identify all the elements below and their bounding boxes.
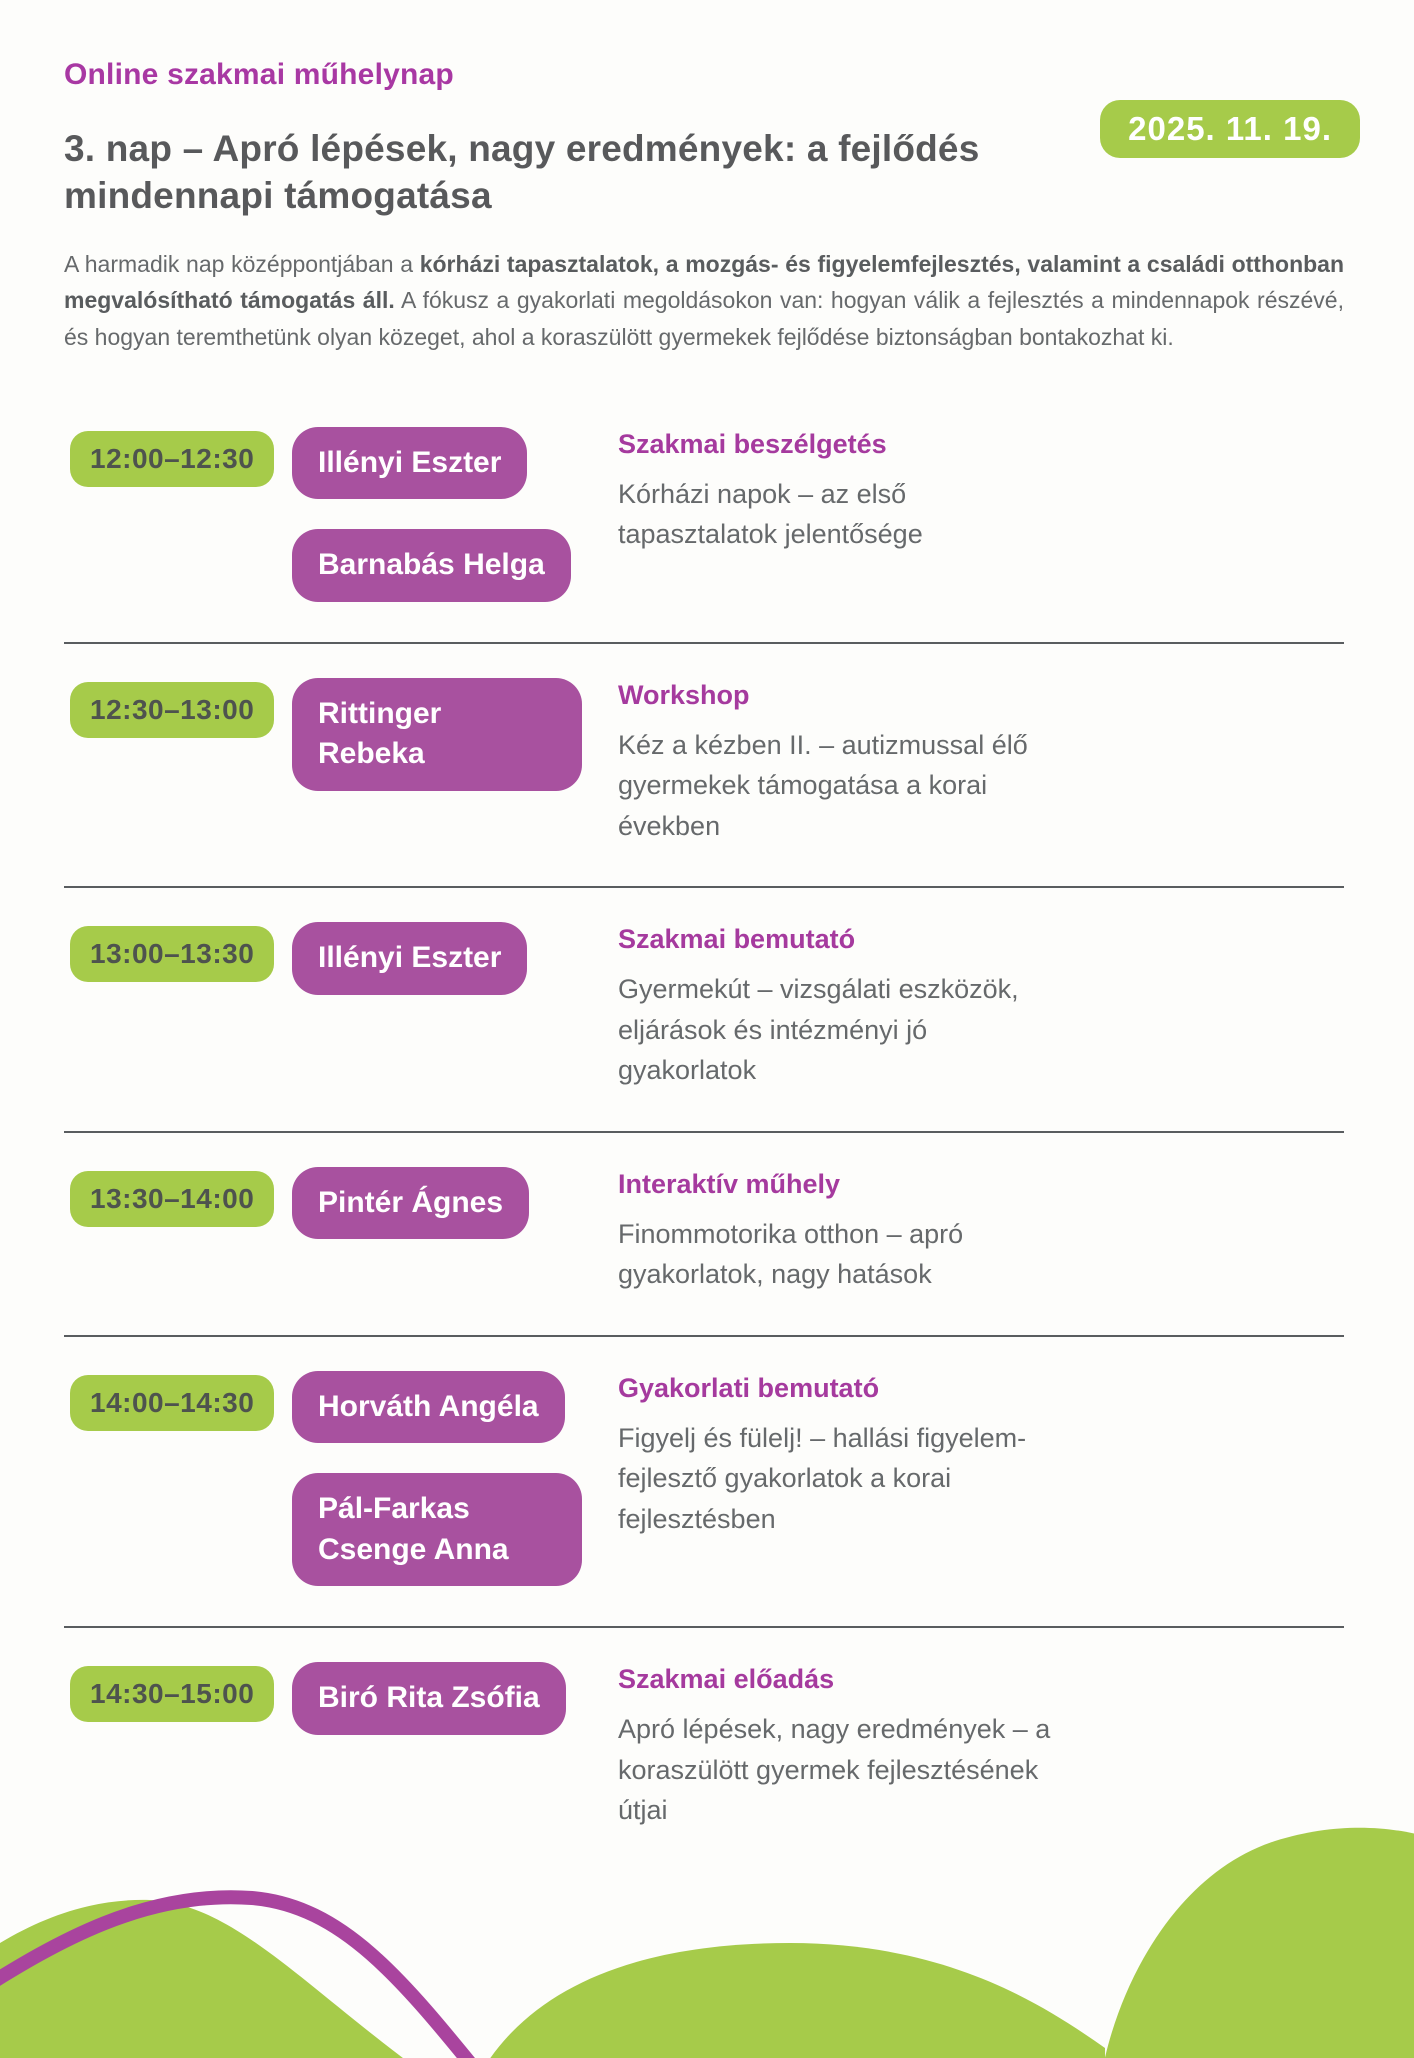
schedule-row — [64, 1335, 1344, 1627]
speakers-column — [292, 1662, 618, 1735]
time-badge: 13:00–13:30 — [70, 926, 274, 982]
time-badge: 14:00–14:30 — [70, 1375, 274, 1431]
speaker-badge: Barnabás Helga — [292, 529, 571, 602]
session-type: Szakmai bemutató — [618, 924, 856, 955]
schedule-row — [64, 886, 1344, 1131]
session-type: Szakmai beszélgetés — [618, 428, 887, 459]
session-type: Interaktív műhely — [618, 1168, 841, 1199]
time-badge: 12:00–12:30 — [70, 431, 274, 487]
session-column — [618, 1662, 1338, 1831]
event-eyebrow: Online szakmai műhelynap — [64, 58, 454, 91]
time-badge: 12:30–13:00 — [70, 682, 274, 738]
page-content — [0, 58, 1414, 1871]
session-title: Apró lépések, nagy eredmények – a koraszülött gyermek fejlesztésének útjai — [618, 1714, 1051, 1826]
time-column — [70, 678, 292, 738]
speakers-column — [292, 427, 618, 602]
speaker-badge: Pintér Ágnes — [292, 1167, 529, 1240]
purple-curve-line — [0, 1897, 492, 2058]
intro-post: A fókusz a gyakorlati megoldásokon van: hogyan válik a fejlesztés a mindennapok részévé, és hogyan teremthetünk olyan közeget, ahol a koraszülött gyermekek fejlődése biztonságban bontakozhat ki. — [64, 287, 1344, 350]
session-title: Kéz a kézben II. – autizmussal élő gyermekek támogatása a korai években — [618, 729, 1028, 841]
session-title: Figyelj és fülelj! – hallási figyelem-fejlesztő gyakorlatok a korai fejlesztésben — [618, 1422, 1027, 1534]
hill-left — [0, 1900, 430, 2058]
time-column — [70, 427, 292, 487]
speaker-badge: Pál-Farkas Csenge Anna — [292, 1473, 582, 1586]
session-column — [618, 1371, 1338, 1540]
speakers-column — [292, 922, 618, 995]
speaker-badge: Illényi Eszter — [292, 427, 527, 500]
intro-pre: A harmadik nap középpontjában a — [64, 250, 420, 277]
speaker-badge: Horváth Angéla — [292, 1371, 565, 1444]
intro-bold: kórházi tapasztalatok, a mozgás- és figyelemfejlesztés, valamint a családi otthonban megvalósítható támogatás áll. — [64, 250, 1345, 314]
session-column — [618, 922, 1338, 1091]
speakers-column — [292, 1167, 618, 1240]
session-column — [618, 427, 1338, 555]
schedule-row — [64, 642, 1344, 887]
speaker-badge: Illényi Eszter — [292, 922, 527, 995]
speakers-column — [292, 1371, 618, 1587]
time-column — [70, 1371, 292, 1431]
session-title: Gyermekút – vizsgálati eszközök, eljárások és intézményi jó gyakorlatok — [618, 974, 1019, 1086]
page-title: 3. nap – Apró lépések, nagy eredmények: a fejlődés mindennapi támogatása — [64, 128, 980, 216]
session-type: Gyakorlati bemutató — [618, 1372, 880, 1403]
schedule-row — [64, 393, 1344, 642]
time-badge: 14:30–15:00 — [70, 1666, 274, 1722]
schedule-row — [64, 1131, 1344, 1335]
time-column — [70, 922, 292, 982]
session-title: Kórházi napok – az első tapasztalatok jelentősége — [618, 478, 923, 550]
time-column — [70, 1662, 292, 1722]
time-column — [70, 1167, 292, 1227]
date-badge: 2025. 11. 19. — [1100, 100, 1360, 158]
speakers-column — [292, 678, 618, 791]
session-column — [618, 1167, 1338, 1295]
speaker-badge: Rittinger Rebeka — [292, 678, 582, 791]
session-type: Workshop — [618, 679, 750, 710]
schedule-row — [64, 1626, 1344, 1871]
hill-middle — [475, 1943, 1105, 2058]
schedule-list — [64, 393, 1344, 1871]
time-badge: 13:30–14:00 — [70, 1171, 274, 1227]
session-column — [618, 678, 1338, 847]
speaker-badge: Biró Rita Zsófia — [292, 1662, 566, 1735]
session-type: Szakmai előadás — [618, 1664, 835, 1695]
session-title: Finommotorika otthon – apró gyakorlatok, nagy hatások — [618, 1218, 964, 1290]
intro-paragraph — [64, 246, 1344, 355]
